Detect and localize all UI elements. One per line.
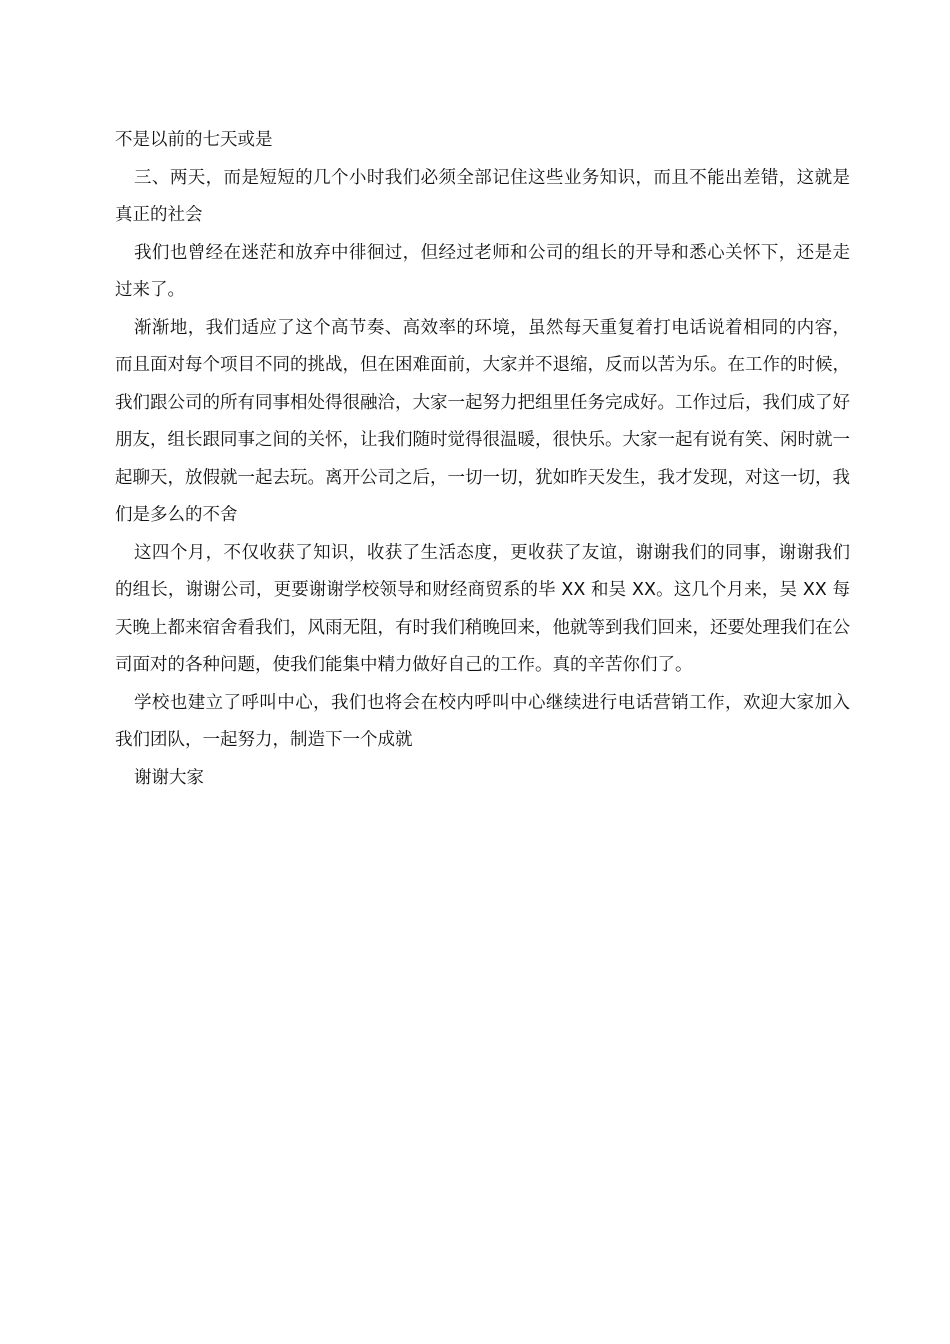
document-body <box>115 122 850 797</box>
paragraph-3: 我们也曾经在迷茫和放弃中徘徊过，但经过老师和公司的组长的开导和悉心关怀下，还是走过来了。 <box>115 242 850 300</box>
paragraph-7: 谢谢大家 <box>134 767 204 788</box>
paragraph-4: 渐渐地，我们适应了这个高节奏、高效率的环境，虽然每天重复着打电话说着相同的内容，而且面对每个项目不同的挑战，但在困难面前，大家并不退缩，反而以苦为乐。在工作的时候，我们跟公司的所有同事相处得很融洽，大家一起努力把组里任务完成好。工作过后，我们成了好朋友，组长跟同事之间的关怀，让我们随时觉得很温暖，很快乐。大家一起有说有笑、闲时就一起聊天，放假就一起去玩。离开公司之后，一切一切，犹如昨天发生，我才发现，对这一切，我们是多么的不舍 <box>115 317 850 525</box>
paragraph-2: 三、两天，而是短短的几个小时我们必须全部记住这些业务知识，而且不能出差错，这就是真正的社会 <box>115 167 850 225</box>
paragraph-1: 不是以前的七天或是 <box>115 130 273 150</box>
paragraph-6: 学校也建立了呼叫中心，我们也将会在校内呼叫中心继续进行电话营销工作，欢迎大家加入我们团队，一起努力，制造下一个成就 <box>115 692 850 750</box>
paragraph-5: 这四个月，不仅收获了知识，收获了生活态度，更收获了友谊，谢谢我们的同事，谢谢我们的组长，谢谢公司，更要谢谢学校领导和财经商贸系的毕 XX 和吴 XX。这几个月来，吴 XX 每天晚上都来宿舍看我们，风雨无阻，有时我们稍晚回来，他就等到我们回来，还要处理我们在公司面对的各种问题，使我们能集中精力做好自己的工作。真的辛苦你们了。 <box>115 542 850 675</box>
